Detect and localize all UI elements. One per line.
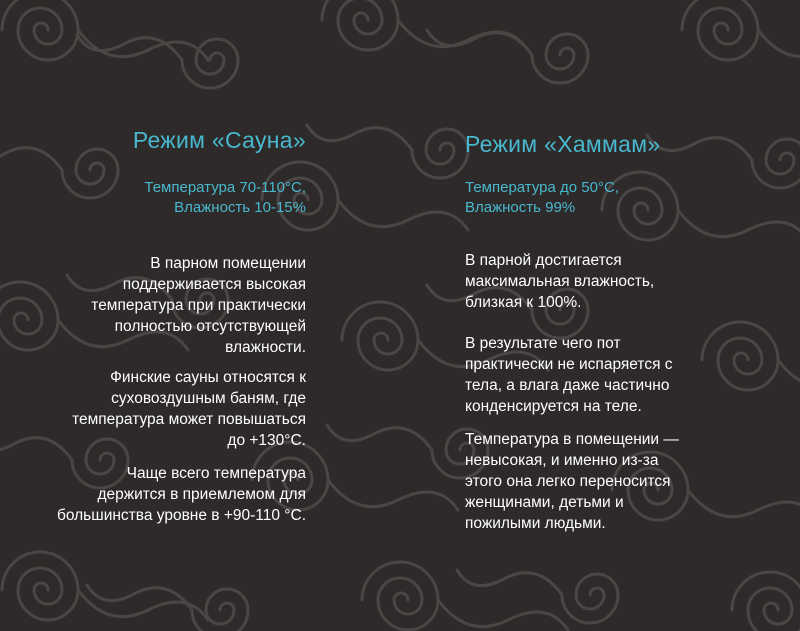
text-line: температура может повышаться <box>72 411 306 428</box>
text-line: этого она легко переносится <box>465 473 671 490</box>
text-line: максимальная влажность, <box>465 273 655 290</box>
text-line: до +130°С. <box>227 432 306 449</box>
text-line: держится в приемлемом для <box>97 486 306 503</box>
text-line: невысокая, и именно из-за <box>465 452 659 469</box>
text-line: близкая к 100%. <box>465 294 582 311</box>
sauna-params <box>144 178 306 218</box>
text-line: поддерживается высокая <box>122 276 306 293</box>
hammam-temperature: Температура до 50°С, <box>465 179 619 196</box>
text-line: практически не испаряется с <box>465 356 673 373</box>
sauna-paragraph-3 <box>46 463 306 526</box>
sauna-paragraph-2 <box>46 367 306 451</box>
text-line: В парной достигается <box>465 252 622 269</box>
text-line: полностью отсутствующей <box>114 318 306 335</box>
text-line: Температура в помещении — <box>465 431 679 448</box>
hammam-title: Режим «Хаммам» <box>465 131 661 157</box>
hammam-paragraph-3 <box>465 429 725 534</box>
hammam-humidity: Влажность 99% <box>465 199 576 216</box>
sauna-temperature: Температура 70-110°С, <box>144 179 306 196</box>
hammam-paragraph-1 <box>465 250 725 313</box>
sauna-humidity: Влажность 10-15% <box>174 199 306 216</box>
text-line: суховоздушным баням, где <box>111 390 306 407</box>
text-line: В парном помещении <box>150 255 306 272</box>
hammam-params <box>465 178 619 218</box>
text-line: тела, а влага даже частично <box>465 377 670 394</box>
text-line: женщинами, детьми и <box>465 494 624 511</box>
text-line: большинства уровне в +90-110 °С. <box>56 507 306 524</box>
text-line: Финские сауны относятся к <box>110 369 306 386</box>
text-line: конденсируется на теле. <box>465 398 642 415</box>
text-line: В результате чего пот <box>465 335 621 352</box>
hammam-paragraph-2 <box>465 333 725 417</box>
text-line: Чаще всего температура <box>126 465 306 482</box>
sauna-paragraph-1 <box>46 253 306 358</box>
text-line: пожилыми людьми. <box>465 515 606 532</box>
text-line: влажности. <box>225 339 306 356</box>
text-line: температура при практически <box>91 297 306 314</box>
sauna-title: Режим «Сауна» <box>132 127 306 153</box>
